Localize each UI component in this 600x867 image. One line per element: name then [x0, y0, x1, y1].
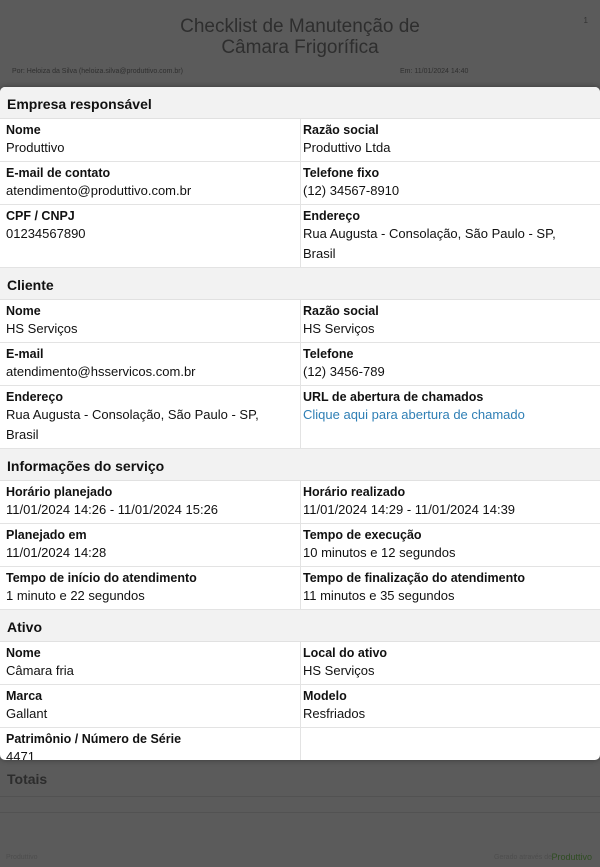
divider	[0, 812, 600, 813]
field-razao-social: Razão social Produttivo Ltda	[300, 119, 600, 161]
field-nome: Nome HS Serviços	[6, 304, 78, 336]
table-row	[0, 642, 600, 685]
section-servico-title: Informações do serviço	[0, 449, 600, 481]
section-ativo-title: Ativo	[0, 610, 600, 642]
field-tempo-execucao: Tempo de execução 10 minutos e 12 segundos	[300, 524, 600, 566]
details-card	[0, 87, 600, 760]
field-planejado-em: Planejado em 11/01/2024 14:28	[6, 528, 107, 560]
field-tempo-finalizacao: Tempo de finalização do atendimento 11 minutos e 35 segundos	[300, 567, 600, 609]
table-row	[0, 205, 600, 268]
field-endereco: Endereço Rua Augusta - Consolação, São Paulo - SP, Brasil	[6, 390, 259, 442]
table-row	[0, 685, 600, 728]
table-row	[0, 728, 600, 760]
field-nome: Nome Câmara fria	[6, 646, 74, 678]
field-local-ativo: Local do ativo HS Serviços	[300, 642, 600, 684]
footer-right: Gerado através de	[494, 854, 552, 861]
field-horario-planejado: Horário planejado 11/01/2024 14:26 - 11/01/2024 15:26	[6, 485, 219, 517]
field-email: E-mail atendimento@hsservicos.com.br	[6, 347, 196, 379]
page-number: 1	[583, 16, 588, 25]
open-ticket-link[interactable]: Clique aqui para abertura de chamado	[303, 407, 525, 422]
author-line: Por: Heloiza da Silva (heloiza.silva@produttivo.com.br)	[12, 68, 183, 75]
table-row	[0, 343, 600, 386]
field-cpf-cnpj: CPF / CNPJ 01234567890	[6, 209, 86, 241]
field-nome: Nome Produttivo	[6, 123, 65, 155]
table-row	[0, 524, 600, 567]
field-tempo-inicio: Tempo de início do atendimento 1 minuto e 22 segundos	[6, 571, 197, 603]
field-endereco: Endereço Rua Augusta - Consolação, São Paulo - SP, Brasil	[300, 205, 600, 267]
field-patrimonio: Patrimônio / Número de Série 4471	[6, 732, 182, 760]
table-row	[0, 481, 600, 524]
table-row	[0, 300, 600, 343]
totals-heading: Totais	[7, 771, 48, 787]
date-line: Em: 11/01/2024 14:40	[400, 68, 469, 75]
table-row	[0, 567, 600, 610]
table-row	[0, 162, 600, 205]
table-row	[0, 386, 600, 449]
footer-brand: Produttivo	[551, 852, 592, 862]
field-horario-realizado: Horário realizado 11/01/2024 14:29 - 11/01/2024 14:39	[300, 481, 600, 523]
field-marca: Marca Gallant	[6, 689, 48, 721]
divider	[0, 796, 600, 797]
field-modelo: Modelo Resfriados	[300, 685, 600, 727]
table-row	[0, 119, 600, 162]
document-title: Checklist de Manutenção de Câmara Frigorífica	[180, 16, 420, 58]
footer-left: Produttivo	[6, 854, 38, 861]
field-telefone: Telefone fixo (12) 34567-8910	[300, 162, 600, 204]
field-razao-social: Razão social HS Serviços	[300, 300, 600, 342]
field-telefone: Telefone (12) 3456-789	[300, 343, 600, 385]
section-cliente-title: Cliente	[0, 268, 600, 300]
empty-cell	[300, 728, 600, 760]
field-email: E-mail de contato atendimento@produttivo.com.br	[6, 166, 192, 198]
field-url-chamados: URL de abertura de chamados Clique aqui para abertura de chamado	[300, 386, 600, 448]
section-empresa-title: Empresa responsável	[0, 87, 600, 119]
